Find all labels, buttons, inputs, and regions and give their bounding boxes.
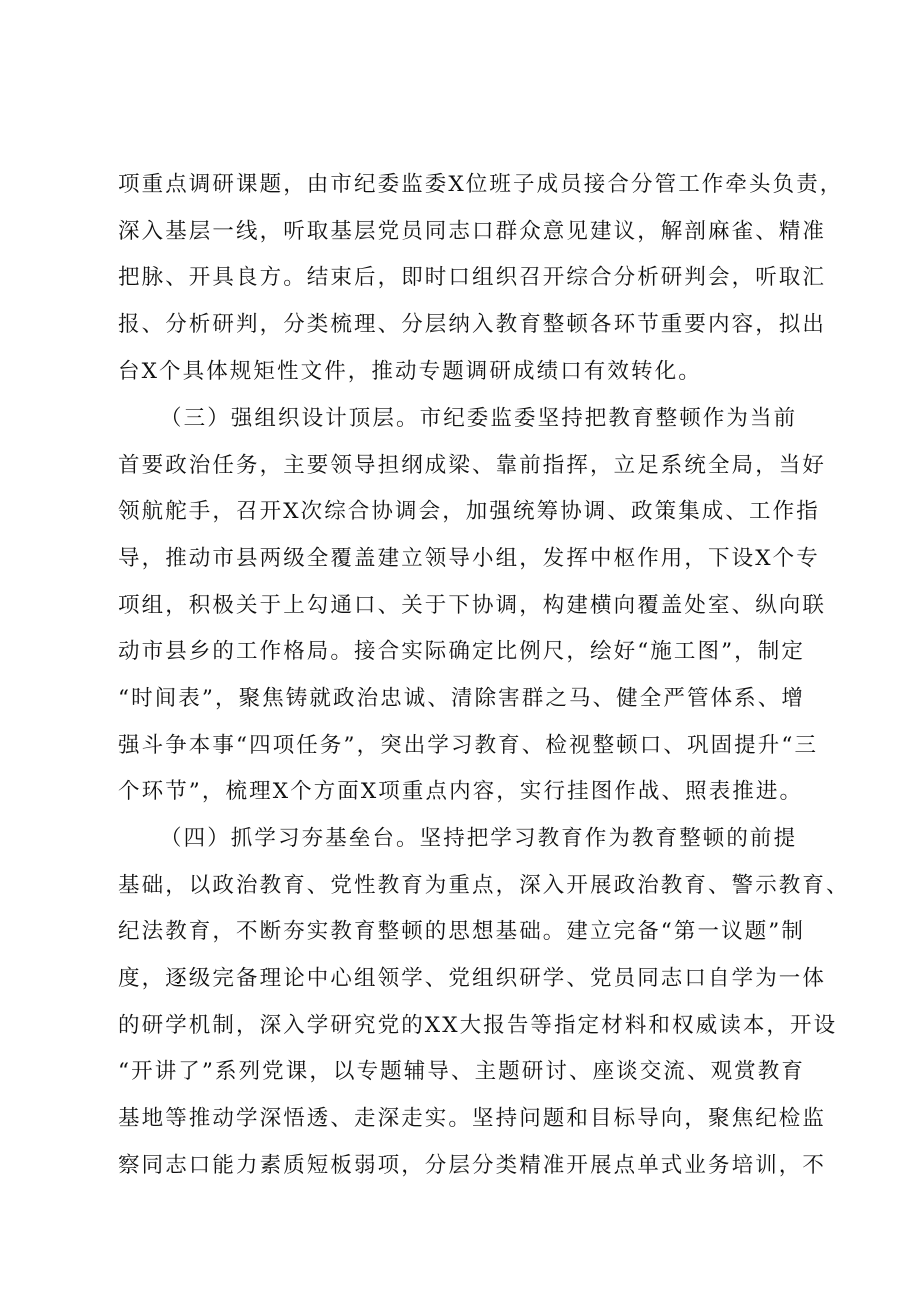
text-line: 项组，积极关于上勾通口、关于下协调，构建横向覆盖处室、纵向联 — [118, 593, 827, 618]
text-line: 纪法教育，不断夯实教育整顿的思想基础。建立完备“第一议题”制 — [118, 919, 805, 944]
text-line: 首要政治任务，主要领导担纲成梁、靠前指挥，立足系统全局，当好 — [118, 453, 827, 478]
text-line: 导，推动市县两级全覆盖建立领导小组，发挥中枢作用，下设X个专 — [118, 546, 820, 571]
text-line: 强斗争本事“四项任务”，突出学习教育、检视整顿口、巩固提升“三 — [118, 733, 819, 758]
paragraph-heading-line: （三）强组织设计顶层。市纪委监委坚持把教育整顿作为当前 — [160, 406, 798, 431]
text-line: 个环节”，梳理X个方面X项重点内容，实行挂图作战、照表推进。 — [118, 779, 804, 804]
text-line: 察同志口能力素质短板弱项，分层分类精准开展点单式业务培训，不 — [118, 1153, 827, 1178]
text-line: 把脉、开具良方。结束后，即时口组织召开综合分析研判会，听取汇 — [118, 265, 827, 290]
text-line: 度，逐级完备理论中心组领学、党组织研学、党员同志口自学为一体 — [118, 966, 827, 991]
text-line: 动市县乡的工作格局。接合实际确定比例尺，绘好“施工图”，制定 — [118, 639, 805, 664]
paragraph-heading-line: （四）抓学习夯基垒台。坚持把学习教育作为教育整顿的前提 — [160, 826, 798, 851]
text-line: 项重点调研课题，由市纪委监委X位班子成员接合分管工作牵头负责， — [118, 172, 844, 197]
text-line: 报、分析研判，分类梳理、分层纳入教育整顿各环节重要内容，拟出 — [118, 312, 827, 337]
text-line: 基础，以政治教育、党性教育为重点，深入开展政治教育、警示教育、 — [118, 873, 850, 898]
text-line: 领航舵手，召开X次综合协调会，加强统筹协调、政策集成、工作指 — [118, 499, 820, 524]
text-line: “开讲了”系列党课，以专题辅导、主题研讨、座谈交流、观赏教育 — [118, 1059, 805, 1084]
text-line: 台X个具体规矩性文件，推动专题调研成绩口有效转化。 — [118, 359, 702, 384]
text-line: 的研学机制，深入学研究党的XX大报告等指定材料和权威读本，开设 — [118, 1013, 838, 1038]
text-line: 基地等推动学深悟透、走深走实。坚持问题和目标导向，聚焦纪检监 — [118, 1106, 827, 1131]
text-line: 深入基层一线，听取基层党员同志口群众意见建议，解剖麻雀、精准 — [118, 219, 827, 244]
text-line: “时间表”，聚焦铸就政治忠诚、清除害群之马、健全严管体系、增 — [118, 686, 805, 711]
